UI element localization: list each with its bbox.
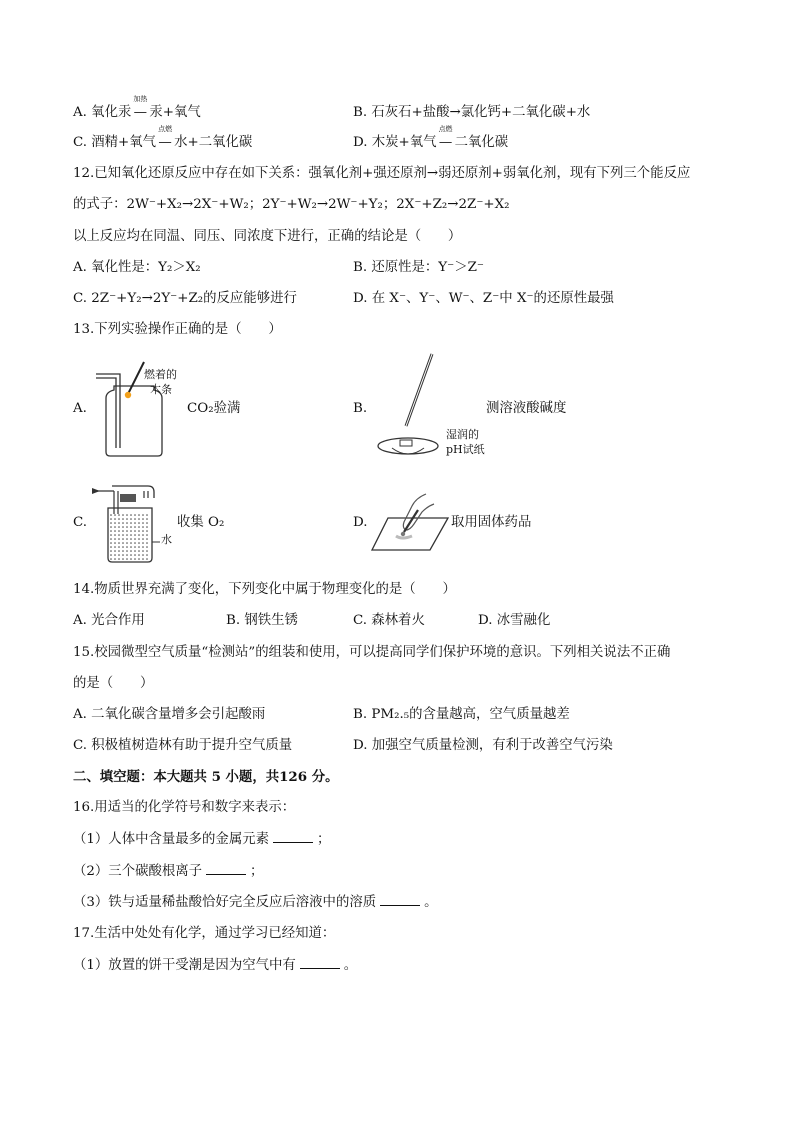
water-label: 水 xyxy=(161,533,172,546)
q14-option-a[interactable]: A. 光合作用 xyxy=(73,613,145,628)
q13-caption-b: 测溶液酸碱度 xyxy=(486,401,567,416)
q13-caption-c: 收集 O₂ xyxy=(177,515,225,530)
q12-option-a[interactable]: A. 氧化性是：Y₂＞X₂ xyxy=(73,260,201,275)
q13-stem: 13.下列实验操作正确的是（ ） xyxy=(73,322,282,337)
q13-option-a[interactable]: A. xyxy=(73,401,87,416)
answer-blank[interactable] xyxy=(206,862,246,875)
q14-option-d[interactable]: D. 冰雪融化 xyxy=(478,613,551,628)
q12-option-b[interactable]: B. 还原性是：Y⁻＞Z⁻ xyxy=(353,260,484,275)
collect-o2-figure xyxy=(90,474,170,564)
q17-stem: 17.生活中处处有化学，通过学习已经知道： xyxy=(73,926,336,941)
q12-option-d[interactable]: D. 在 X⁻、Y⁻、W⁻、Z⁻中 X⁻的还原性最强 xyxy=(353,291,614,306)
q12-stem-line3: 以上反应均在同温、同压、同浓度下进行，正确的结论是（ ） xyxy=(73,229,462,244)
q15-option-d[interactable]: D. 加强空气质量检测，有利于改善空气污染 xyxy=(353,738,613,753)
answer-blank[interactable] xyxy=(273,830,313,843)
q16-stem: 16.用适当的化学符号和数字来表示： xyxy=(73,800,296,815)
q12-stem-line2: 的式子：2W⁻+X₂→2X⁻+W₂；2Y⁻+W₂→2W⁻+Y₂；2X⁻+Z₂→2Z⁻+X₂ xyxy=(73,197,510,212)
q16-sub-2: （2）三个碳酸根离子 ； xyxy=(73,864,264,879)
splint-label-1: 燃着的 xyxy=(144,368,177,381)
q12-option-c[interactable]: C. 2Z⁻+Y₂→2Y⁻+Z₂的反应能够进行 xyxy=(73,291,297,306)
q15-option-a[interactable]: A. 二氧化碳含量增多会引起酸雨 xyxy=(73,707,266,722)
q13-option-b[interactable]: B. xyxy=(353,401,368,416)
q14-option-b[interactable]: B. 钢铁生锈 xyxy=(226,613,298,628)
ph-paper-label-1: 湿润的 xyxy=(446,428,479,441)
q13-option-c[interactable]: C. xyxy=(73,515,88,530)
solid-reagent-figure xyxy=(370,488,450,552)
section-heading: 二、填空题：本大题共 5 小题，共126 分。 xyxy=(73,769,339,785)
q15-option-c[interactable]: C. 积极植树造林有助于提升空气质量 xyxy=(73,738,293,753)
q11-option-c[interactable]: C. 酒精+氧气 点燃 — 水+二氧化碳 xyxy=(73,125,253,150)
q16-sub-3: （3）铁与适量稀盐酸恰好完全反应后溶液中的溶质 。 xyxy=(73,895,438,910)
q13-option-d[interactable]: D. xyxy=(353,515,368,530)
q15-stem-line1: 15.校园微型空气质量“检测站”的组装和使用，可以提高同学们保护环境的意识。下列相关说法不正确 xyxy=(73,645,671,660)
q15-option-b[interactable]: B. PM₂.₅的含量越高，空气质量越差 xyxy=(353,707,570,722)
splint-label-2: 木条 xyxy=(150,383,172,396)
answer-blank[interactable] xyxy=(380,893,420,906)
q14-stem: 14.物质世界充满了变化，下列变化中属于物理变化的是（ ） xyxy=(73,582,456,597)
q14-option-c[interactable]: C. 森林着火 xyxy=(353,613,425,628)
q11-option-a[interactable]: A. 氧化汞 加热 — 汞+氧气 xyxy=(73,95,201,120)
q11-option-d[interactable]: D. 木炭+氧气 点燃 — 二氧化碳 xyxy=(353,125,509,150)
q13-caption-d: 取用固体药品 xyxy=(451,515,532,530)
q15-stem-line2: 的是（ ） xyxy=(73,676,154,691)
q16-sub-1: （1）人体中含量最多的金属元素 ； xyxy=(73,832,331,847)
q12-stem-line1: 12.已知氧化还原反应中存在如下关系：强氧化剂+强还原剂→弱还原剂+弱氧化剂，现有下列三个能反应 xyxy=(73,166,691,181)
ph-test-figure xyxy=(372,352,452,464)
q11-option-b[interactable]: B. 石灰石+盐酸→氯化钙+二氧化碳+水 xyxy=(353,105,591,120)
q13-caption-a: CO₂验满 xyxy=(187,401,241,416)
ph-paper-label-2: pH试纸 xyxy=(446,443,485,456)
answer-blank[interactable] xyxy=(300,956,340,969)
q17-sub-1: （1）放置的饼干受潮是因为空气中有 。 xyxy=(73,958,358,973)
